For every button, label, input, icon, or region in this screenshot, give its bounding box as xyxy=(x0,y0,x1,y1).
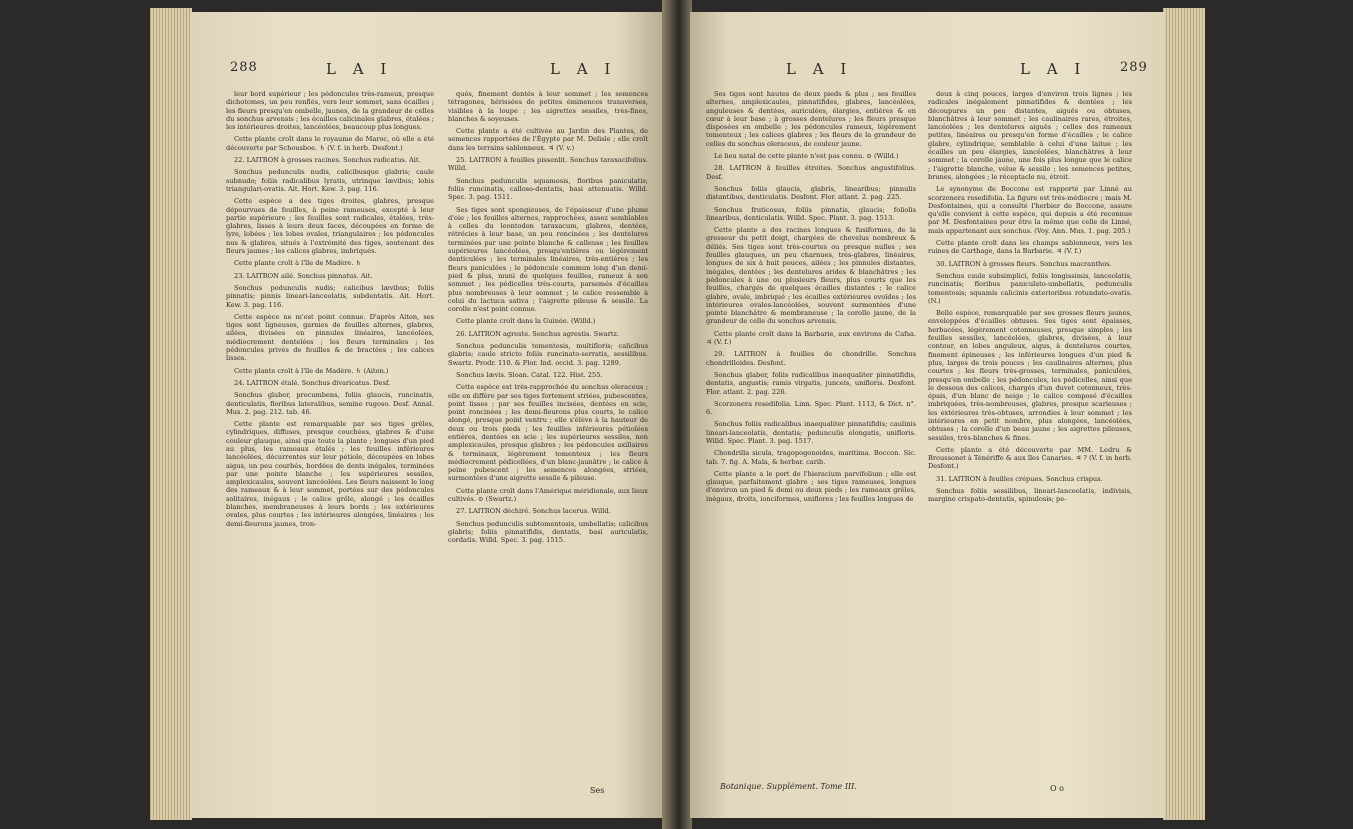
left-column-1 xyxy=(226,90,434,532)
left-column-2 xyxy=(448,90,648,549)
right-page xyxy=(690,12,1165,818)
paragraph: leur bord supérieur ; les pédoncules très-rameux, presque dichotomes, un peu renflés, vers leur sommet, sans écailles ; les fleurs presqu'en ombelle, jaunes, de la grandeur de celles du sonchus arvensis ; les écailles calicinales glabres, étalées ; les intérieures droites, lancéolées, beaucoup plus longues. xyxy=(226,90,434,132)
right-footer-title: Botanique. Supplément. Tome III. xyxy=(720,782,857,791)
paragraph: Sonchus caule subsimplici, foliis longissimis, lanceolatis, runcinatis; floribus paniculato-umbellatis, pedunculis tomentosis; squamis calicinis exterioribus rotundato-ovatis. (N.) xyxy=(928,271,1132,305)
right-running-head: L A I xyxy=(786,60,853,78)
paragraph: Sonchus pedunculis nudis, calicibusque glabris; caule subnudo; foliis radicalibus lyratis, utrinque lævibus; lobis triangulari-ovatis. Ait. Hort. Kew. 3. pag. 116. xyxy=(226,168,434,193)
paragraph: Cette plante croît dans les champs sablonneux, vers les ruines de Carthage, dans la Barbarie. ♃ (V. f.) xyxy=(928,239,1132,256)
left-page xyxy=(190,12,664,818)
paragraph: Ses tiges sont spongieuses, de l'épaisseur d'une plume d'oie ; les feuilles alternes, rapprochées, assez semblables à celles du leontodon taraxacum, glabres, dentées, rétrécies à leur base, un peu roncinées ; les dentelures terminées par une pointe blanche & calleuse ; les feuilles supérieures lancéolées, presqu'entières ou légèrement denticulées ; les terminales linéaires, très-entières ; les fleurs paniculées ; le pédoncule commun long d'un demi-pied & plus, muni de quelques feuilles, rameux à son sommet ; les pédicelles très-courts, parsemés d'écailles plus nombreuses à leur sommet ; le calice ressemble à celui du lactuca sativa ; l'aigrette pileuse & sessile. La corolle n'est point connue. xyxy=(448,205,648,314)
paragraph: Cette plante a été découverte par MM. Ledru & Broussonet à Ténériffe & aux îles Canaries. ♃ ? (V. f. in herb. Desfont.) xyxy=(928,445,1132,471)
paragraph: Cette plante croît à l'île de Madère. ♄ xyxy=(234,259,362,268)
paragraph: Cette plante croît dans la Barbarie, aux environs de Cafsa. ♃ (V. f.) xyxy=(706,329,916,347)
paragraph: 25. LAITRON à feuilles pissenlit. Sonchus taraxacifolius. Willd. xyxy=(448,156,648,173)
paragraph: Cette plante croît dans le royaume de Maroc, où elle a été découverte par Schousboe. ♄ (V. f. in herb. Desfont.) xyxy=(226,135,434,152)
paragraph: 27. LAITRON déchiré. Sonchus lacerus. Willd. xyxy=(456,507,611,516)
paragraph: Cette plante croît dans la Guinée. (Willd.) xyxy=(456,317,596,326)
paragraph: Belle espèce, remarquable par ses grosses fleurs jaunes, enveloppées d'écailles obtuses. Ses tiges sont épaisses, herbacées, légèrement cotonneuses, presque simples ; les feuilles sessiles, lancéolées, glabres, divisées, à leur contour, en lobes anguleux, aigus, à dentelures courtes, finement épineuses ; les inférieures longues d'un pied & plus, larges de trois pouces ; les caulinaires alternes, plus courtes ; les fleurs très-grosses, terminales, paniculées, presqu'en ombelle ; les pédoncules, les pédicelles, ainsi que le dessous des calices, chargés d'un duvet cotonneux, très-épais, d'un blanc de neige ; le calice composé d'écailles imbriquées, très-nombreuses, glabres, presque scarieuses ; les extérieures très-obtuses, arrondies à leur sommet ; les intérieures en petit nombre, plus alongées, lancéolées, obtuses ; la corolle d'un beau jaune ; les aigrettes pileuses, sessiles, très-blanches & fines. xyxy=(928,309,1132,442)
paragraph: Sonchus foliis sessilibus, lineari-lanceolatis, indivisis, margine crispato-dentatis, spinulosis; pe- xyxy=(928,487,1132,504)
paragraph: Le lieu natal de cette plante n'est pas connu. ⊙ (Willd.) xyxy=(714,152,899,161)
paragraph: Cette plante a le port de l'hieracium parvifolium ; elle est glauque, parfaitement glabre ; ses tiges rameuses, longues d'environ un pied & demi ou deux pieds ; les rameaux grêles, inégaux, droits, ionciformes, uniflores ; les feuilles longues de xyxy=(706,469,916,503)
paragraph: Scorzonera resedifolia. Linn. Spec. Plant. 1113, & Dict. n°. 6. xyxy=(706,399,916,417)
left-catchword: Ses xyxy=(590,786,605,795)
paragraph: Cette espèce est très-rapprochée du sonchus oleraceus ; elle en diffère par ses tiges fortement striées, pubescentes, point lisses ; par ses feuilles incisées, dentées en scie, point roncinées ; les demi-fleurons plus courts, le calice alongé, presque point ventru ; elle s'élève à la hauteur de deux ou trois pieds ; les feuilles inférieures pétiolées entières, dentées en scie ; les supérieures sessiles, non amplexicaules, presque glabres ; les pédoncules axillaires & terminaux, légèrement tomenteux ; les fleurs médiocrement pédicellées, d'un blanc-jaunâtre ; le calice à peine pubescent ; les semences alongées, striées, surmontées d'une aigrette sessile & pileuse. xyxy=(448,383,648,483)
paragraph: 28. LAITRON à feuilles étroites. Sonchus angustifolius. Desf. xyxy=(706,164,916,181)
paragraph: Sonchus fruticosus, foliis pinnatis, glaucis; foliolis linearibus, denticulatis. Willd. Spec. Plant. 3. pag. 1513. xyxy=(706,205,916,222)
paragraph: Cette espèce ne m'est point connue. D'après Aiton, ses tiges sont ligneuses, garnies de feuilles alternes, glabres, ailées, divisées en pinnules linéaires, lancéolées, médiocrement dentelées ; les fleurs terminales ; les pédoncules privés de feuilles & de bractées ; les calices lisses. xyxy=(226,312,434,363)
paragraph: Sonchus foliis glaucis, glabris, linearibus; pinnulis distantibus, denticulatis. Desfont. Flor. atlant. 2. pag. 225. xyxy=(706,184,916,202)
paragraph: Cette plante a été cultivée au Jardin des Plantes, de semences rapportées de l'Égypte par M. Delisle ; elle croît dans les terrains sablonneux. ♃ (V. v.) xyxy=(448,127,648,152)
right-column-2 xyxy=(928,90,1132,508)
paragraph: 26. LAITRON agreste. Sonchus agrestis. Swartz. xyxy=(456,329,620,338)
left-page-stack xyxy=(150,8,192,820)
paragraph: Sonchus pedunculis nudis; calicibus lævibus; foliis pinnatis; pinnis lineari-lanceolatis, subdentatis. Ait. Hort. Kew. 3. pag. 116. xyxy=(226,283,434,309)
right-column-1 xyxy=(706,90,916,507)
paragraph: 29. LAITRON à feuilles de chondrille. Sonchus chondrilloides. Desfont. xyxy=(706,350,916,367)
paragraph: Ses tiges sont hautes de deux pieds & plus ; ses feuilles alternes, amplexicaules, pinnatifides, glabres, lancéolées, anguleuses & dentées, auriculées, élargies, entières & en cœur à leur base ; à grosses dentelures ; les fleurs presque disposées en ombelle ; les pédoncules rameux, légèrement tomenteux ; les calices glabres ; les fleurs de la grandeur de celles du sonchus oleraceus, de couleur jaune. xyxy=(706,90,916,148)
paragraph: deux à cinq pouces, larges d'environ trois lignes ; les radicales inégalement pinnatifides & dentées ; les découpures un peu distantes, aiguës ou obtuses, blanchâtres à leur sommet ; les caulinaires rares, étroites, lancéolées ; les dentelures aiguës ; celles des rameaux petites, linéaires ou presqu'en forme d'écailles ; le calice glabre, cylindrique, semblable à celui d'une laitue ; les écailles un peu élargies, lancéolées, blanchâtres à leur sommet ; la corolle jaune, une fois plus longue que le calice ; l'aigrette blanche, velue & sessile ; les semences petites, brunes, alongées ; le réceptacle nu, étroit. xyxy=(928,90,1132,181)
paragraph: 22. LAITRON à grosses racines. Sonchus radicatus. Ait. xyxy=(234,156,421,165)
left-running-head-2: L A I xyxy=(550,60,617,78)
paragraph: Cette plante a des racines longues & fusiformes, de la grosseur du petit doigt, chargées de chevelus nombreux & déliés. Ses tiges sont très-courtes ou presque nulles ; ses feuilles glauques, un peu charnues, très-glabres, linéaires, longues de six à huit pouces, ailées ; les pinnules distantes, inégales, dentées ; les dentelures arides & blanchâtres ; les pédoncules à une ou plusieurs fleurs, plus courts que les feuilles, chargés de quelques écailles distantes ; le calice glabre, ovale, imbriqué ; les écailles extérieures ovoïdes ; les intérieures ovales-lancéolées, souvent surmontées d'une pointe blanchâtre & membraneuse ; la corolle jaune, de la grandeur de celle du sonchus arvensis. xyxy=(706,226,916,326)
paragraph: Cette espèce a des tiges droites, glabres, presque dépourvues de feuilles, à peine rameuses, excepté à leur partie supérieure ; les feuilles sont radicales, étalées, très-glabres, lisses à leurs deux faces, découpées en forme de lyre, lobées ; les lobes ovales, triangulaires ; les pédoncules nus & glabres, situés à l'extrémité des tiges, soutenant des fleurs jaunes ; les calices glabres, imbriqués. xyxy=(226,197,434,256)
paragraph: 24. LAITRON étalé. Sonchus divaricatus. Desf. xyxy=(234,378,391,387)
paragraph: 23. LAITRON ailé. Sonchus pinnatus. Ait. xyxy=(234,271,373,280)
right-signature-mark: O o xyxy=(1050,784,1064,793)
book-gutter xyxy=(662,0,692,829)
paragraph: Sonchus pedunculis tomentosis, multifloris; calicibus glabris; caule stricto foliis runcinato-serratis, sessilibus. Swartz. Prodr. 110. & Flor. Ind. occid. 3. pag. 1289. xyxy=(448,342,648,367)
paragraph: Le synonyme de Boccone est rapporté par Linné au scorzonera resedifolia. La figure est très-médiocre ; mais M. Desfontaines, qui a consulté l'herbier de Boccone, assure qu'elle convient à cette espèce, qui depuis a été reconnue par M. Desfontaines pour être la même que celle de Linné, mais appartenant aux sonchus. (Voy. Ann. Mus. 1. pag. 205.) xyxy=(928,185,1132,235)
paragraph: Chondrilla sicula, tragopogonoides, maritima. Boccon. Sic. tab. 7. fig. A. Mala, & herbar. carib. xyxy=(706,449,916,466)
paragraph: Sonchus pedunculis squamosis, floribus paniculatis; foliis runcinatis, calloso-dentatis, basi attenuatis. Willd. Spec. 3. pag. 1511. xyxy=(448,176,648,202)
left-page-number: 288 xyxy=(230,60,258,75)
paragraph: 31. LAITRON à feuilles crépues. Sonchus crispus. xyxy=(936,474,1103,483)
paragraph: Sonchus glaber, foliis radicalibus inaequaliter pinnatifidis, dentatis, angustis; ramis virgatis, junceis, unifloris. Desfont. Flor. atlant. 2. pag. 226. xyxy=(706,370,916,396)
paragraph: qués, finement dentés à leur sommet ; les semences tétragones, hérissées de petites éminences transverses, visibles à la loupe ; les aigrettes sessiles, très-fines, blanches & soyeuses. xyxy=(448,90,648,123)
paragraph: Sonchus lævis. Sloan. Catal. 122. Hist. 255. xyxy=(456,370,603,379)
paragraph: Cette plante croît dans l'Amérique méridionale, aux lieux cultivés. ⊙ (Swartz.) xyxy=(448,486,648,504)
paragraph: Sonchus glaber, procumbens, foliis glaucis, runcinatis, denticulatis, floribus lateralibus, semine rugoso. Desf. Annal. Mus. 2. pag. 212. tab. 46. xyxy=(226,391,434,416)
paragraph: Sonchus pedunculis subtomentosis, umbellatis; calicibus glabris; foliis pinnatifidis, dentatis, basi auriculatis, cordatis. Willd. Spec. 3. pag. 1515. xyxy=(448,519,648,545)
right-page-number: 289 xyxy=(1120,60,1148,75)
right-running-head-2: L A I xyxy=(1020,60,1087,78)
left-running-head: L A I xyxy=(326,60,393,78)
paragraph: Sonchus foliis radicalibus inaequaliter pinnatifidis; caulinis lineari-lanceolatis, dentatis; pedunculis elongatis, unifloris. Willd. Spec. Plant. 3. pag. 1517. xyxy=(706,420,916,445)
paragraph: 30. LAITRON à grosses fleurs. Sonchus macranthos. xyxy=(936,259,1112,268)
right-page-stack xyxy=(1163,8,1205,820)
paragraph: Cette plante est remarquable par ses tiges grêles, cylindriques, diffuses, presque couchées, glabres & d'une couleur glauque, ainsi que toute la plante ; longues d'un pied au plus, les rameaux étalés ; les feuilles inférieures lancéolées, décurrentes sur leur pétiole, découpées en lobes aigus, un peu courbés, bordées de dents inégales, terminées par une pointe blanche ; les supérieures sessiles, amplexicaules, souvent lancéolées. Les fleurs naissent le long des rameaux & à leur sommet, portées sur des pédoncules solitaires, inégaux ; le calice grêle, alongé ; les écailles blanches, membraneuses à leurs bords ; les extérieures ovales, plus courtes ; les intérieures alongées, linéaires ; les demi-fleurons jaunes, tron- xyxy=(226,420,434,528)
paragraph: Cette plante croît à l'île de Madère. ♄ (Aiton.) xyxy=(234,366,389,375)
